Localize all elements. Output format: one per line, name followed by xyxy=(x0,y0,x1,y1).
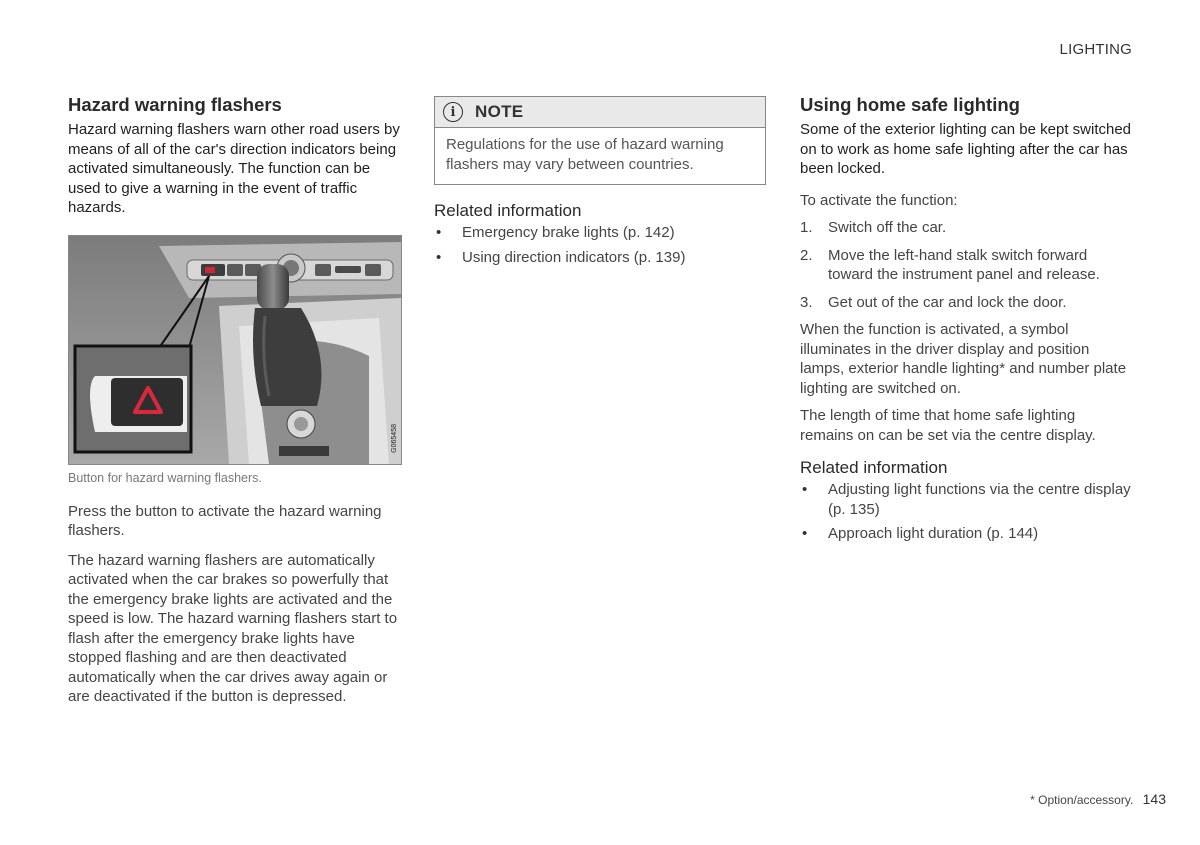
related-list-middle xyxy=(434,223,766,267)
hazard-para-1: Press the button to activate the hazard warning flashers. xyxy=(68,502,382,539)
home-safe-intro: Some of the exterior lighting can be kept switched on to work as home safe lighting after the car has been locked. xyxy=(800,121,1132,177)
hazard-button-illustration xyxy=(68,235,402,465)
info-icon: i xyxy=(443,102,463,122)
step-text: Move the left-hand stalk switch forward toward the instrument panel and release. xyxy=(828,246,1100,283)
steps-list xyxy=(800,218,1132,312)
home-safe-para-1: When the function is activated, a symbol illuminates in the driver display and position lamps, exterior handle lighting* and number plate lighting are switched on. xyxy=(800,321,1127,397)
hazard-intro: Hazard warning flashers warn other road users by means of all of the car's direction indicators being activated simultaneously. The function can be used to give a warning in the event of traffic hazards. xyxy=(68,121,400,216)
note-box xyxy=(434,96,766,185)
step-item xyxy=(800,246,1132,285)
middle-column xyxy=(434,96,766,272)
related-link[interactable]: • Emergency brake lights (p. 142) xyxy=(434,223,766,243)
footnote: * Option/accessory. xyxy=(1030,793,1134,807)
home-safe-para-2: The length of time that home safe lighting remains on can be set via the centre display. xyxy=(800,407,1096,444)
step-number: 2. xyxy=(800,246,813,264)
left-column xyxy=(68,94,402,707)
right-column xyxy=(800,94,1132,549)
figure-caption: Button for hazard warning flashers. xyxy=(68,470,262,485)
related-heading-middle: Related information xyxy=(434,201,582,220)
hazard-para-2: The hazard warning flashers are automatically activated when the car brakes so powerfully that the emergency brake lights are activated and the speed is low. The hazard warning flashers start to flash after the emergency brake lights have stopped flashing and are then deactivated automatically when the car drives away again or are deactivated if the button is depressed. xyxy=(68,551,398,705)
hazard-heading: Hazard warning flashers xyxy=(68,94,282,115)
activate-label: To activate the function: xyxy=(800,191,958,209)
related-link[interactable]: • Approach light duration (p. 144) xyxy=(800,524,1132,544)
related-heading-right: Related information xyxy=(800,458,948,477)
console-illustration xyxy=(69,236,401,464)
section-header: LIGHTING xyxy=(1059,41,1132,58)
related-link[interactable]: • Adjusting light functions via the centre display (p. 135) xyxy=(800,480,1132,519)
step-text: Switch off the car. xyxy=(828,219,947,236)
step-number: 1. xyxy=(800,219,813,236)
page-footer xyxy=(1030,791,1166,807)
page-number: 143 xyxy=(1142,791,1166,807)
step-text: Get out of the car and lock the door. xyxy=(828,293,1067,311)
related-link[interactable]: • Using direction indicators (p. 139) xyxy=(434,248,766,268)
figure-code: G065458 xyxy=(391,423,398,453)
step-item xyxy=(800,293,1132,313)
home-safe-heading: Using home safe lighting xyxy=(800,94,1020,115)
note-header xyxy=(435,97,765,128)
related-list-right xyxy=(800,480,1132,544)
note-title: NOTE xyxy=(475,102,524,121)
step-number: 3. xyxy=(800,293,813,311)
step-item xyxy=(800,218,1132,238)
note-body: Regulations for the use of hazard warning flashers may vary between countries. xyxy=(446,136,724,173)
